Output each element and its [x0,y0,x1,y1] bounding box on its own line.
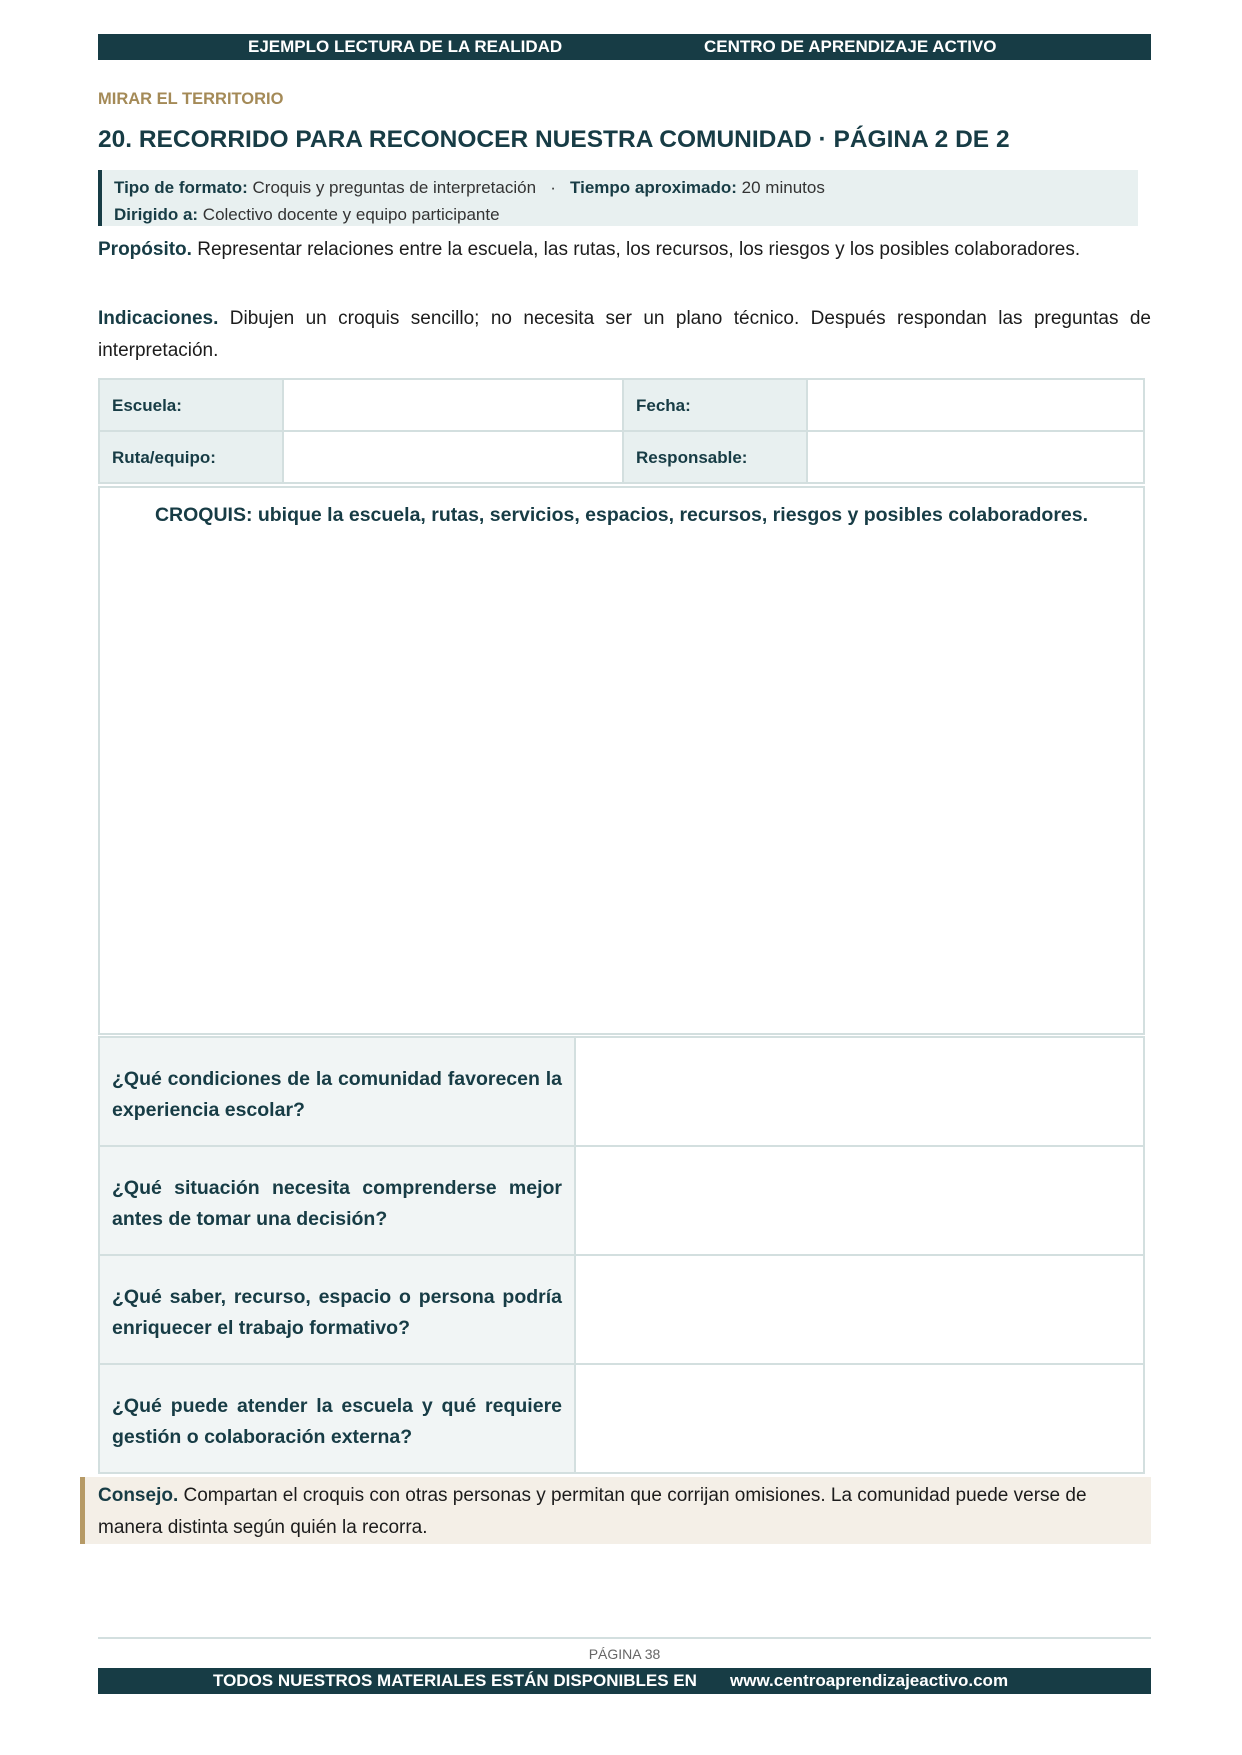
answer-3-field[interactable] [574,1254,1145,1365]
school-field[interactable] [282,378,624,432]
sketch-title: CROQUIS: ubique la escuela, rutas, servicios, espacios, recursos, riesgos y posibles colaboradores. [154,504,1089,526]
purpose-paragraph [98,234,1151,266]
responsible-label: Responsable: [622,430,808,484]
route-field[interactable] [282,430,624,484]
meta-box [98,170,1138,226]
date-label: Fecha: [622,378,808,432]
instructions-text: Dibujen un croquis sencillo; no necesita ser un plano técnico. Después respondan las preguntas de interpretación. [98,308,1151,361]
question-4: ¿Qué puede atender la escuela y qué requiere gestión o colaboración externa? [98,1363,576,1474]
answer-4-field[interactable] [574,1363,1145,1474]
answer-1-field[interactable] [574,1036,1145,1147]
tip-text: Compartan el croquis con otras personas y permitan que corrijan omisiones. La comunidad puede verse de manera distinta según quién la recorra. [98,1485,1087,1538]
audience-value: Colectivo docente y equipo participante [202,205,500,224]
header-bar [98,34,1151,60]
question-1: ¿Qué condiciones de la comunidad favorecen la experiencia escolar? [98,1036,576,1147]
question-3: ¿Qué saber, recurso, espacio o persona podría enriquecer el trabajo formativo? [98,1254,576,1365]
footer-bar [98,1668,1151,1694]
purpose-label: Propósito. [98,239,192,260]
meta-line-2 [114,201,1138,228]
audience-label: Dirigido a: [114,205,199,224]
time-label: Tiempo aproximado: [570,178,737,197]
page-title: 20. RECORRIDO PARA RECONOCER NUESTRA COMUNIDAD · PÁGINA 2 DE 2 [98,126,1010,153]
meta-line-1 [114,174,1138,201]
time-value: 20 minutos [741,178,825,197]
instructions-paragraph [98,303,1151,367]
responsible-field[interactable] [806,430,1145,484]
tip-box [80,1477,1151,1544]
page-number: PÁGINA 38 [588,1646,661,1662]
purpose-text: Representar relaciones entre la escuela, las rutas, los recursos, los riesgos y los posibles colaboradores. [197,239,1081,260]
route-label: Ruta/equipo: [98,430,284,484]
answer-2-field[interactable] [574,1145,1145,1256]
school-label: Escuela: [98,378,284,432]
instructions-label: Indicaciones. [98,308,219,329]
meta-separator: · [550,178,556,197]
section-kicker: MIRAR EL TERRITORIO [98,90,284,108]
header-left: EJEMPLO LECTURA DE LA REALIDAD [248,37,563,56]
sketch-area[interactable] [98,486,1145,1035]
date-field[interactable] [806,378,1145,432]
footer-url[interactable]: www.centroaprendizajeactivo.com [730,1671,1009,1690]
footer-left: TODOS NUESTROS MATERIALES ESTÁN DISPONIBLES EN [213,1671,697,1690]
format-label: Tipo de formato: [114,178,248,197]
format-value: Croquis y preguntas de interpretación [252,178,537,197]
footer-divider [98,1637,1151,1639]
header-right: CENTRO DE APRENDIZAJE ACTIVO [704,37,997,56]
question-2: ¿Qué situación necesita comprenderse mejor antes de tomar una decisión? [98,1145,576,1256]
tip-label: Consejo. [98,1485,179,1506]
